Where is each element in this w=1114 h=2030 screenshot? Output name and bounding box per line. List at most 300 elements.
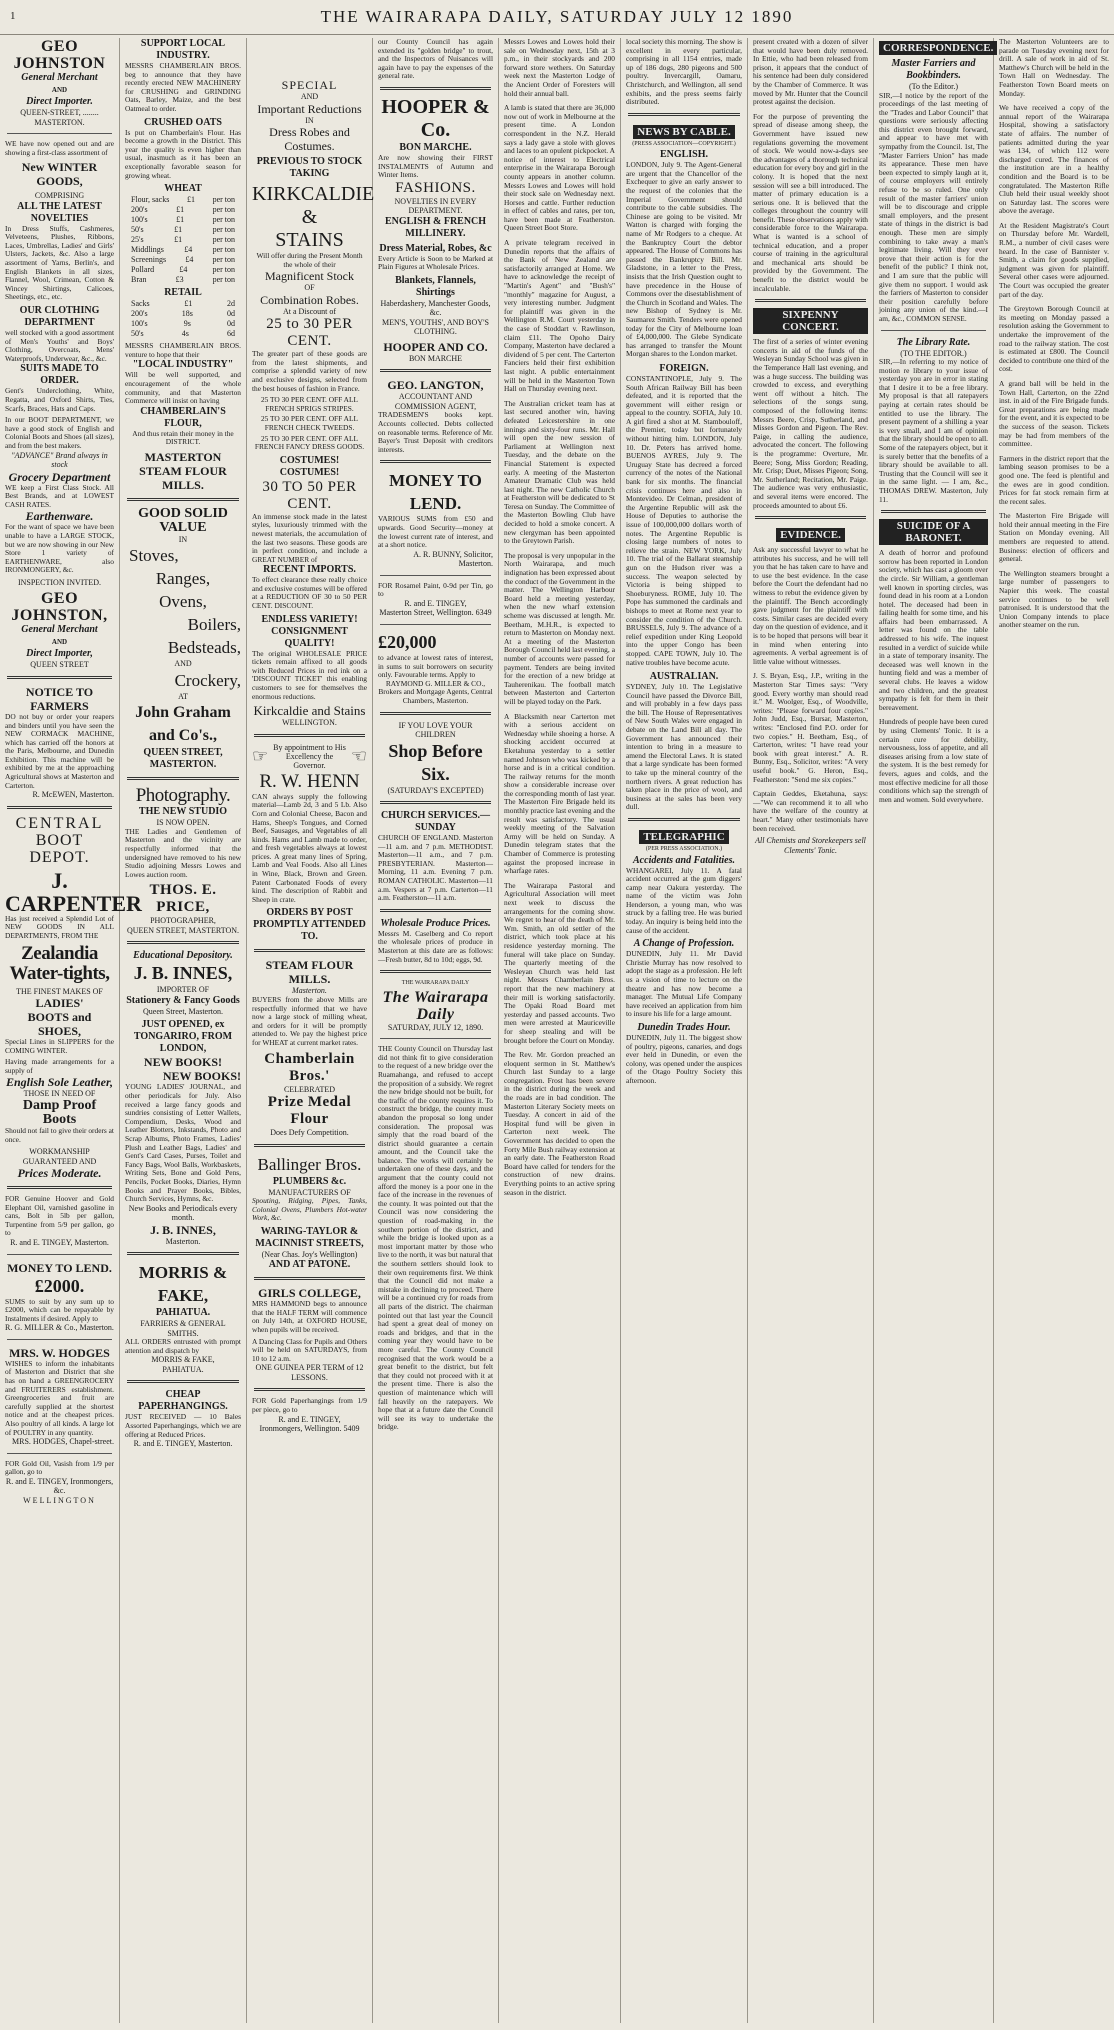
graham-place: MASTERTON. xyxy=(149,759,217,771)
price-name: THOS. E. PRICE, xyxy=(149,882,217,916)
retail-row xyxy=(125,299,241,309)
col9-para-2: At the Resident Magistrate's Court on Thursday before Mr. Wardell, R.M., a number of civil cases were heard. In the case of Bannister v. Smith, a claim for goods supplied, judgment was given for plaintiff. Several other cases were adjourned. The Court was occupied the greater part of the day. xyxy=(999,220,1109,299)
hooper-novelties: NOVELTIES IN EVERY DEPARTMENT. xyxy=(394,196,477,216)
innes-books-text: YOUNG LADIES' JOURNAL, and other periodicals for July. Also received a large fancy goods and sundries consisting of Letter Wallets, Compendium, Desks, Wood and Leather Blotters, Inkstands, Photo and Scrap Albums, Photo Frames, Ladies' Plush and Leather Bags, Ladies' and Gent's Card Cases, Purses, Toilet and Fancy Bags, Wool Balls, Workbaskets, Writing Sets, Bone and Gold Pens, Pencils, Pocket Books, Diaries, Hymn Books and Prayer Books, Bibles, Church Services, Hymns, &c. xyxy=(125,1082,241,1204)
appointment-row xyxy=(252,743,367,770)
chamb-celebrated: CELEBRATED xyxy=(283,1084,336,1094)
col9-para-1: We have received a copy of the annual report of the Wairarapa Hospital, showing a satisfactory state of affairs. The number of patients admitted during the year was 134, of which 112 were discharged cured. The finances of the institution are in a healthy condition and the Board is to be congratulated. The Masterton Rifle Club held their usual weekly shoot on Saturday last. The scores were above the average. xyxy=(999,103,1109,216)
chamb-name: Chamberlain Bros.' xyxy=(264,1050,355,1084)
price-table xyxy=(125,195,241,285)
henn-ad xyxy=(252,743,367,944)
henn-text: CAN always supply the following material—Lamb 2d, 3 and 5 Lb. Also Corn and Colonial Cheese, Bacon and Hams, Sheep's Tongues, and Corned Beef, Sausages, and Vegetables of all kinds. Hams and Lamb made to order, and fresh vegetables always at lowest prices. A great many lines of Spring, Lamb and Veal Foods. Also all Lines in Wine, Black, Brown and Green. Patent Carbonated Foods of every kind. The description of Rabbit and Sheep in crate. xyxy=(252,791,367,904)
innes-newbooks2: NEW BOOKS! xyxy=(162,1069,241,1084)
kirkcaldie-ad xyxy=(252,78,375,728)
pct-label: 30 TO 50 PER CENT. xyxy=(262,478,357,512)
johnston-intro: WE have now opened out and are showing a first-class assortment of xyxy=(5,139,114,157)
morris-place2: PAHIATUA. xyxy=(162,1364,204,1374)
carpenter-text: Has just received a Splendid Lot of NEW GOODS IN ALL DEPARTMENTS, FROM THE xyxy=(5,913,114,940)
farmers-sign: R. McEWEN, Masterton. xyxy=(32,790,114,800)
original-text: The original WHOLESALE PRICE tickets remain affixed to all goods with Reduced Prices in red ink on a 'DISCOUNT TICKET' this enabling customers to see for themselves the enormous reductions. xyxy=(252,648,367,701)
carpenter-ad xyxy=(5,814,142,1181)
editorial-head xyxy=(378,979,493,1032)
evidence-head: EVIDENCE. xyxy=(776,528,845,542)
damp-text: Should not fail to give their orders at once. xyxy=(5,1125,114,1144)
johnston-dress: In Dress Stuffs, Cashmeres, Velveteens, Plushes, Ribbons, Laces, Umbrellas, Ladies' and Girls' Ulsters, Jackets, &c. Also a large assortment of Yarns, Berlin's, and English Blankets in all sizes, Flannel, Wool, Crimean, Cotton & Wincey Shirtings, Calicoes, Sheetings, etc., etc. xyxy=(5,223,114,302)
library-head: The Library Rate. xyxy=(896,336,971,348)
retail-cell: 200's xyxy=(131,309,148,319)
farriers-head: Master Farriers and Bookbinders. xyxy=(891,58,976,81)
retail-row xyxy=(125,329,241,339)
col5-para-6: The Wairarapa Pastoral and Agricultural Association will meet next week to discuss the arrangements for the coming show. We regret to hear of the death of Mr. Wm. Smith, an old settler of the district, which took place at his residence yesterday morning. The funeral will take place on Sunday. The quarterly meeting of the Wesleyan Church was held last night. Messrs Chamberlain Bros. report that the new machinery at their mill is working satisfactorily. The Opaki Road Board met yesterday and passed accounts. Two men were arrested at Mauriceville for sheep stealing and will be brought before the Court on Monday. xyxy=(504,880,615,1045)
johnston-tag6: Direct Importer, xyxy=(26,648,93,660)
telegraphic-sub: (PER PRESS ASSOCIATION.) xyxy=(645,846,723,852)
innes-place2: Masterton. xyxy=(165,1236,201,1246)
prize-label: Prize Medal Flour xyxy=(267,1094,352,1127)
col5-para-5: A Blacksmith near Carterton met with a serious accident on Wednesday while shoeing a horse. A shocking accident occurred at Eketahuna yesterday to a settler named Johnson who was kicked by a horse and is in a critical condition. The railway returns for the month show a considerable increase over the corresponding month of last year. The Masterton Fire Brigade held its monthly practice last evening and the result was satisfactory. The usual weekly meeting of the Salvation Army will be held on Sunday. A Dunedin telegram states that the Chamber of Commerce is protesting against the proposed increase in wharfage rates. xyxy=(504,711,615,876)
concert-head: SIXPENNY CONCERT. xyxy=(753,308,868,334)
english-leather: English Sole Leather, xyxy=(5,1075,114,1090)
steam-mills-ad xyxy=(252,958,367,1137)
price-row xyxy=(125,235,241,245)
hooper-dress-text: Every Article is Soon to be Marked at Plain Figures at Wholesale Prices. xyxy=(378,253,493,272)
money-sign: R. G. MILLER & Co., Masterton. xyxy=(5,1323,114,1333)
rosamel-addr: Masterton Street, Wellington. 6349 xyxy=(379,608,492,618)
central-label: CENTRAL xyxy=(15,814,104,832)
church-title: CHURCH SERVICES.—SUNDAY xyxy=(380,810,491,834)
col9-para-3: The Greytown Borough Council at its meeting on Monday passed a resolution asking the Government to undertake the improvement of the road to the railway station. The cost is estimated at £800. The Council decided to contribute one third of the cost. xyxy=(999,304,1109,374)
henn-orders: ORDERS BY POST PROMPTLY ATTENDED TO. xyxy=(253,907,366,943)
tingey-oil-ad xyxy=(5,1195,114,1247)
graham-street: QUEEN STREET, xyxy=(143,747,223,759)
hooper-millinery: ENGLISH & FRENCH MILLINERY. xyxy=(384,215,487,239)
pointing-hand-icon: ☞ xyxy=(252,745,269,766)
innes-importer: IMPORTER OF xyxy=(156,985,210,995)
column-2 xyxy=(120,38,247,2023)
sat-label: (SATURDAY'S EXCEPTED) xyxy=(387,785,484,795)
retail-cell: 6d xyxy=(227,329,235,339)
combination-label: Combination Robes. xyxy=(260,292,359,307)
johnston-suits: SUITS MADE TO ORDER. xyxy=(20,363,99,387)
column-5 xyxy=(499,38,621,2023)
gold-addr: Ironmongers, Wellington. 5409 xyxy=(259,1424,360,1434)
retail-cell: £1 xyxy=(184,299,193,309)
finest-label: THE FINEST MAKES OF xyxy=(16,986,103,996)
hooper-bon2: BON MARCHE xyxy=(408,353,463,363)
hooper-fashions: FASHIONS. xyxy=(395,179,476,196)
column-6 xyxy=(621,38,748,2023)
price-role: PHOTOGRAPHER, xyxy=(150,916,216,926)
price-row xyxy=(125,245,241,255)
col7-para-1: For the purpose of preventing the spread of disease among sheep, the Government have issued new regulations governing the movement of stock. We would now-a-days see the advantages of a thorough technical education for every boy and girl in the colony. It is hoped that the next session will see a bill introduced. The matter of primary education is a serious one. It is believed that the colleges throughout the country will benefit. These observations apply with considerable force to the Wairarapa. What is wanted is a school of technical education, and a proper course of training in the agricultural and mechanical arts should be provided by the Government. The benefit to the district would be incalculable. xyxy=(753,111,868,293)
dunedin-text: DUNEDIN, July 11. The biggest show of poultry, pigeons, canaries, and dogs ever held in Dunedin, or even the colony, was opened under the auspices of the Otago Poultry Society this afternoon. xyxy=(626,1033,742,1085)
johnston-inspect: INSPECTION INVITED. xyxy=(17,577,102,587)
innes-stationery: Stationery & Fancy Goods xyxy=(126,994,240,1006)
column-4 xyxy=(373,38,499,2023)
retail-table xyxy=(125,299,241,339)
graham-boilers: Boilers, xyxy=(187,615,241,635)
church-services xyxy=(378,810,493,903)
prize-text: Does Defy Competition. xyxy=(270,1128,349,1137)
price-cell: £1 xyxy=(176,205,185,215)
edu-title: Educational Depository. xyxy=(133,950,233,962)
discount-label: 25 to 30 PER CENT. xyxy=(266,316,353,350)
price-cell: £4 xyxy=(179,265,188,275)
price-cell: per ton xyxy=(212,225,235,235)
dunedin-head: Dunedin Trades Hour. xyxy=(637,1022,731,1033)
innes-ad xyxy=(125,950,241,1246)
tingey-oil-sign: R. and E. TINGEY, Masterton. xyxy=(10,1238,109,1248)
price-photo-ad xyxy=(125,786,241,935)
johnston-tag3: Direct Importer. xyxy=(26,96,93,107)
ballinger-pat: AND AT PATONE. xyxy=(268,1259,351,1271)
price-cell: per ton xyxy=(212,235,235,245)
hooper-name2: HOOPER AND CO. xyxy=(383,339,488,354)
chamberlain-ad xyxy=(125,38,241,492)
captain-text: Captain Geddes, Eketahuna, says:—"We can recommend it to all who have the welfare of the country at heart." Many other testimonials have been received. xyxy=(753,789,868,833)
studio-label: THE NEW STUDIO xyxy=(138,806,228,818)
col5-para-1: A lamb is stated that there are 36,000 now out of work in Melbourne at the present time. A London correspondent in the N.Z. Herald says a lady gave a stole with gloves and laces to an opulent pickpocket. A notice of interest to Electrical enterprise in the Wairarapa Borough county appears in another column. Messrs Lowes and Lowes will hold their stock sale on Wednesday next. Horses and cattle. Further reduction in effect of cables and rates, per ton, have been made at Featherston. Queen Street Boot Store. xyxy=(504,103,615,233)
hooper-name: HOOPER & Co. xyxy=(381,95,490,141)
hooper-ad xyxy=(378,96,493,363)
innes-name: J. B. INNES, xyxy=(133,963,233,984)
graham-in: IN xyxy=(178,534,188,544)
tonic-text: Hundreds of people have been cured by using Clements' Tonic. It is a certain cure for debility, nervousness, loss of appetite, and all diseases arising from a low state of the system. It is the best remedy for fevers, agues and colds, and the most effective medicine for all those conditions which sap the strength of men and women. Sold everywhere. xyxy=(879,717,988,804)
suicide-head: SUICIDE OF A BARONET. xyxy=(879,519,988,545)
johnston-novel: ALL THE LATEST NOVELTIES xyxy=(17,200,102,224)
price-cell: Middlings xyxy=(131,245,164,255)
col9-para-5: Farmers in the district report that the lambing season promises to be a good one. The feed is plentiful and the ewes are in good condition. Prices for fat stock remain firm at the recent sales. xyxy=(999,453,1109,506)
retail-cell: Sacks xyxy=(131,299,150,309)
col6-top-text: local society this morning. The show is excellent in every particular, comprising in all 1154 entries, made up of 186 dogs, 280 pigeons and 500 poultry. Invercargill, Oamaru, Christchurch, and Wellington, all send exhibits, and the press seems fairly distributed. xyxy=(626,37,742,107)
money-text: SUMS to suit by any sum up to £2000, which can be repayable by Instalments if desired. Apply to xyxy=(5,1296,114,1323)
farmers-notice xyxy=(5,685,114,800)
ks-name2: Kirkcaldie and Stains xyxy=(253,703,366,719)
graham-name: John Graham and Co's., xyxy=(135,704,231,745)
graham-and: AND xyxy=(174,659,192,669)
discount-line3: 25 TO 30 PER CENT. OFF ALL FRENCH FANCY DRESS GOODS. xyxy=(254,433,365,452)
price-cell: £1 xyxy=(176,215,185,225)
magnificent-of: OF xyxy=(304,283,315,293)
appointment-text: By appointment to His Excellency the Governor. xyxy=(273,742,346,770)
farmers-text: DO not buy or order your reapers and binders until you have seen the NEW CORMACK MACHINE, which has carried off the honors at the Paris, Melbourne, and Dunedin Exhibition. This machine will be exhibited by me at the approaching Agricultural shows at Masterton and Carterton. xyxy=(5,711,114,790)
morris-place: PAHIATUA. xyxy=(155,1307,211,1319)
tingey-gold-ad xyxy=(252,1397,367,1433)
price-cell: £1 xyxy=(174,235,183,245)
price-row xyxy=(125,275,241,285)
retail-cell: 0d xyxy=(227,309,235,319)
johnston-ad xyxy=(5,38,114,670)
leader-text: THE County Council on Thursday last did not think fit to give consideration to the request of a new bridge over the Ruamahanga, and refused to accept the proposition of a subsidy. We regret the new bridge should not be built, for the traffic of the county requires it. To construct the bridge, the county must abandon the proposal so long under consideration. The proposal was simply that the road board of the district should guarantee a certain amount, and the Council take the balance. The works will certainly be undertaken one of these days, and the argument that the county could not afford the money is a poor one in the face of the increase in the revenues of the county. It was pointed out that the Council was now considering the question of road-making in the southern portion of the district, and while the bridge is looked upon as a most important matter by those who live to the north, it was but natural that the southern settlers should look to their own requirements first. We think that the Council did not make a mistake in declining to proceed. There will be a continued cry for roads from all parts of the district. The chairman pointed out that last year the Council had spent a great deal of money on roads and bridges, and that in the coming year they would have to be more careful. The County Council recognised that the work would be a great benefit to the district, but felt that they could not proceed with it at the present time. There is also the question of maintenance which will fall heavily on the ratepayers. We hope that at a future date the Council will see its way to undertake the bridge. xyxy=(378,1044,493,1432)
retail-head: RETAIL xyxy=(164,287,202,299)
ballinger-manu: MANUFACTURERS OF xyxy=(268,1187,351,1197)
special-and: AND xyxy=(300,92,319,101)
innes-just: JUST OPENED, ex TONGARIRO, FROM LONDON, xyxy=(133,1019,233,1055)
money-amount: £2000. xyxy=(34,1275,85,1296)
column-7 xyxy=(748,38,874,2023)
bunny-money-sign: A. R. BUNNY, Solicitor, Masterton. xyxy=(413,549,493,569)
sold-text: All Chemists and Storekeepers sell Clements' Tonic. xyxy=(755,836,866,855)
those-label: THOSE IN NEED OF xyxy=(23,1089,96,1099)
farriers-letter: SIR,—I notice by the report of the proceedings of the last meeting of the "Trades and Labor Council" that questions were seriously affecting this district even brought forward, and appear to have met with sympathy from the Council. 1st, The "Master Farriers Union" has made its appearance. These men have been expected to simply laugh at it, of course employers will entirely refuse to be so ruled. One only result of the master farriers' union will be to discourage and cripple small employers, and the present state of things in the district is bad enough. These men are simply combining to take away a man's legitimate living. Will they ever prove that their action is for the benefit of the public? I think not, and I am sure that the public will give them no support. I would ask the farriers of Masterton to consider their position carefully before joining any union of the kind.—I am, &c., COMMON SENSE. xyxy=(879,90,988,323)
johnston-tag5: AND xyxy=(51,638,68,647)
retail-cell: 18s xyxy=(181,309,193,319)
immense-text: An immense stock made in the latest styles, luxuriously trimmed with the newest materials, the accumulation of the last two seasons. These goods are in perfect condition, and include a GREAT NUMBER of xyxy=(252,511,367,564)
wholesale-text: Messrs M. Caselberg and Co report the wholesale prices of produce in Masterton at this date are as follows:—Fresh butter, 8d to 10d; eggs, 9d. xyxy=(378,928,493,964)
johnston-brand: "ADVANCE" Brand always in stock xyxy=(11,450,108,470)
graham-ranges: Ranges, xyxy=(155,569,211,589)
price-cell: £3 xyxy=(175,275,184,285)
johnston-goods: New WINTER GOODS, xyxy=(21,160,98,189)
col9-para-6: The Masterton Fire Brigade will hold their annual meeting in the Fire Station on Monday evening. All members are requested to attend. Business: election of officers and general. xyxy=(999,511,1109,564)
hodges-ad xyxy=(5,1346,114,1447)
cable-copyright: (PRESS ASSOCIATION—COPYRIGHT.) xyxy=(632,140,736,147)
column-8 xyxy=(874,38,994,2023)
zealandia-label: Zealandia Water-tights, xyxy=(9,942,110,984)
johnston-tag1: General Merchant xyxy=(21,72,98,83)
studio-text: THE Ladies and Gentlemen of Masterton and the vicinity are respectfully informed that the undersigned have removed to his new Studio adjoining Messrs Lowes and Lowes auction room. xyxy=(125,826,241,879)
col5-para-2: A private telegram received in Dunedin reports that the affairs of the Bank of New Zealand are satisfactorily arranged at Home. We have to acknowledge the receipt of "Martin's Agent" and "Bush's" "monthly" magazine for August, a very interesting number. Judgment for plaintiff was given in the Wellington R.M. Court yesterday in the case of Stoddart v. Rawlinson, claim £11. The Opoho Dairy Company, Masterton have declared a dividend of 5 per cent. The Carterton Fanciers held their first exhibition last night. A public entertainment will be held in the Masterton Town Hall on Thursday evening next. xyxy=(504,238,615,394)
price-row xyxy=(125,195,241,205)
col7-top-text: present created with a dozen of silver that would have been duly removed. In Ettie, who had been released from prison, it appears that the conduct of his sentence had been duly considered by the Chamber of Commerce. It was moved by Mr. Hunter that the Council protest against the decision. xyxy=(753,37,868,107)
langton-role: ACCOUNTANT AND COMMISSION AGENT, xyxy=(394,392,477,411)
prices-label: Prices Moderate. xyxy=(17,1166,102,1181)
johnston-grocery: Grocery Department xyxy=(8,469,111,484)
morris-text: ALL ORDERS entrusted with prompt attention and dispatch by xyxy=(125,1337,241,1355)
price-cell: 200's xyxy=(131,205,148,215)
cable-foreign: FOREIGN. xyxy=(659,362,709,374)
tingey-oil-text: FOR Genuine Hoover and Gold Elephant Oil, varnished gasoline in cans, Bolt in 5lb per gallon, Turpentine from 5/9 per gallon, go to xyxy=(5,1194,114,1238)
loan-amount: £20,000 xyxy=(378,631,437,652)
column-3 xyxy=(247,38,373,2023)
rosamel-sign: R. and E. TINGEY, xyxy=(404,598,467,608)
bunny-money-ad xyxy=(378,469,493,568)
shop-label: Shop Before Six. xyxy=(388,740,483,784)
photo-title: Photography. xyxy=(135,785,231,807)
johnston-comprising: COMPRISING xyxy=(34,191,85,201)
money-ad xyxy=(5,1261,114,1333)
evidence-text: Ask any successful lawyer to what he attributes his success, and he will tell you that he has taken care to have and to use the best evidence. In the case before the Court the defendant had no witness to rebut the evidence given by the plaintiff. The Bench accordingly gave judgment for the plaintiff with costs. Similar cases are decided every day on the question of evidence, and it is to be hoped that persons will bear it in mind when entering into agreements. A verbal agreement is of little value without witnesses. xyxy=(753,545,868,666)
col5-para-0: Messrs Lowes and Lowes hold their sale on Wednesday next, 15th at 3 p.m., in their stockyards and 200 forward store wethers. On Saturday week next the Masterton Lodge of the Ancient Order of Foresters will hold their annual ball. xyxy=(504,37,615,98)
retail-cell: 0d xyxy=(227,319,235,329)
col5-para-4: The proposal is very unpopular in the North Wairarapa, and much indignation has been expressed about the conduct of the Government in the matter. The Wellington Harbour Board held a meeting yesterday, when the new wharf extension scheme was discussed at length. Mr. Beetham, M.H.R., is expected to return to Masterton on Monday next. At a meeting of the Masterton Borough Council held last evening, a number of accounts were passed for payment. Tenders are being invited for the erection of a new bridge at Tauherenikau. The football match between Masterton and Carterton will be played today on the Park. xyxy=(504,550,615,706)
gold-oil-sign: R. and E. TINGEY, Ironmongers, &c. xyxy=(5,1476,114,1496)
editorial-kicker: THE WAIRARAPA DAILY xyxy=(401,980,470,987)
steam-place: Masterton. xyxy=(292,986,327,996)
boots-shoes-label: BOOTS and SHOES, xyxy=(27,1010,92,1039)
steam-title: STEAM FLOUR MILLS. xyxy=(265,958,354,987)
morris-name2: MORRIS & FAKE, xyxy=(151,1355,215,1365)
costumes-label: COSTUMES! COSTUMES! xyxy=(279,454,340,478)
editorial-date: SATURDAY, JULY 12, 1890. xyxy=(387,1022,484,1032)
cable-english: ENGLISH. xyxy=(659,149,709,161)
price-row xyxy=(125,205,241,215)
price-cell: per ton xyxy=(212,275,235,285)
girls-title: GIRLS COLLEGE, xyxy=(258,1286,361,1301)
hooper-show: Are now showing their FIRST INSTALMENTS of Autumn and Winter Items. xyxy=(378,152,493,180)
hooper-dress: Dress Material, Robes, &c xyxy=(379,242,492,254)
chamberlain-text2: MESSRS CHAMBERLAIN BROS. venture to hope that their xyxy=(125,341,241,359)
retain-text: And thus retain their money in the DISTRICT. xyxy=(132,428,234,447)
discount-line2: 25 TO 30 PER CENT. OFF ALL FRENCH CHECK TWEEDS. xyxy=(260,414,359,432)
local-industry: "LOCAL INDUSTRY" xyxy=(132,359,234,371)
johnston-clothing: well stocked with a good assortment of Men's Youths' and Boys' Clothing, Overcoats, Mens' Waterproofs, Underwear, &c., &c. xyxy=(5,328,114,363)
clearance-text: To effect clearance these really choice and exclusive costumes will be offered at a REDUCTION OF 30 to 50 PER CENT. DISCOUNT. xyxy=(252,575,367,611)
price-cell: per ton xyxy=(212,195,235,205)
magnificent-label: Magnificent Stock xyxy=(265,269,354,284)
langton-name: GEO. LANGTON, xyxy=(387,378,484,393)
johnston-earthen: Earthenware. xyxy=(25,509,94,524)
price-cell: per ton xyxy=(212,265,235,275)
kirkcaldie-amp: & xyxy=(301,206,318,228)
local-text: Will be well supported, and encouragement of the whole community, and that Masterton Commerce will insist on having xyxy=(125,370,241,406)
langton-ad xyxy=(378,378,493,454)
concert-text: The first of a series of winter evening concerts in aid of the funds of the Wesleyan Sunday School was given in the Temperance Hall last evening, and was a huge success. The building was crowded to excess, and everything went off without a hitch. The selections of the songs sung, composed of the following items: Messrs Beere, Crisp, Sutherland, and Misses Gordon and Pigeon. The Rev. Paige, in calling the audience, advocated the concert. The following is the programme: Overture, Mr. Beere; Song, Miss Gordon; Reading, Mr. Crisp; Duet, Misses Pigeon; Song, Mr. Sutherland; Recitation, Mr. Paige. The audience was very enthusiastic, and several items were encored. The proceeds amounted to about £6. xyxy=(753,337,868,510)
discount-line1: 25 TO 30 PER CENT. OFF ALL FRENCH SPRIGS STRIPES. xyxy=(260,395,359,413)
accidents-text: WHANGAREI, July 11. A fatal accident occurred at the gum diggers' camp near Oakura yesterday. The name of the victim was John Henderson, a young man, who was struck by a falling tree. He was buried today. An inquiry is being held into the cause of the accident. xyxy=(626,865,742,935)
hooper-haber: Haberdashery, Manchester Goods, &c. xyxy=(380,298,491,318)
kirkcaldie-name: KIRKCALDIE xyxy=(252,183,375,205)
graham-ad xyxy=(125,507,241,772)
ballinger-opp: (Near Chas. Joy's Wellington) xyxy=(261,1249,358,1259)
offer-text: Will offer during the Present Month the whole of their xyxy=(256,251,363,269)
chamberlain-flour: CHAMBERLAIN'S FLOUR, xyxy=(140,405,226,429)
price-cell: Flour, sacks xyxy=(131,195,170,205)
price-cell: 25's xyxy=(131,235,144,245)
innes-note: New Books and Periodicals every month. xyxy=(128,1203,238,1223)
work-label: WORKMANSHIP GUARANTEED AND xyxy=(22,1147,97,1166)
price-row xyxy=(125,265,241,275)
loan-text: to advance at lowest rates of interest, in sums to suit borrowers on security only. Favourable terms. Apply to xyxy=(378,652,493,680)
testimonials-text: J. S. Bryan, Esq., J.P., writing in the Masterton Star Times says: "Very good. Every worthy man should read it." M. Woolger, Esq., of Woodville, writes: "Please forward four copies." John Judd, Esq., Bursar, Masterton, writes: "Enclosed find P.O. order for two copies." H. Beetham, Esq., of Carterton, writes: "I have read your book with great interest." A. R. Bunny, Esq., Solicitor, writes: "A very useful book." G. Heron, Esq., Featherston: "Send me six copies." xyxy=(753,671,868,784)
good-solid: GOOD SOLID VALUE xyxy=(138,505,228,535)
col9-para-4: A grand ball will be held in the Town Hall, Carterton, on the 22nd inst. in aid of the Fire Brigade funds. Great preparations are being made for the event, and it is expected to be the success of the season. Tickets may be had from members of the committee. xyxy=(999,378,1109,449)
price-addr: QUEEN STREET, MASTERTON. xyxy=(126,925,240,935)
crushed-title: CRUSHED OATS xyxy=(144,116,222,128)
innes-name2: J. B. INNES, xyxy=(150,1222,216,1237)
bunny-money-text: VARIOUS SUMS from £50 and upwards. Good Security—money at the lowest current rate of interest, and at a short notice. xyxy=(378,514,493,550)
price-cell: £1 xyxy=(186,195,195,205)
graham-at: AT xyxy=(178,691,188,701)
price-cell: Bran xyxy=(131,275,147,285)
price-cell: £4 xyxy=(185,255,194,265)
foreign-text: CONSTANTINOPLE, July 9. The South African Railway Bill has been defeated, and it is reported that the government will either resign or appeal to the country. SOFIA, July 10. A girl fired a shot at M. Stambouloff, the Premier, today but fortunately without hitting him. LONDON, July 10. Dr. Peters has arrived home. BUENOS AYRES, July 9. The Uruguay State has decreed a forced currency of the notes of the National bank for six months. The financial crisis continues here and also in Montevideo. Dr Celman, president of the Argentine Republic will ask the House of Deputies to authorise the issue of 100,000,000 dollars worth of notes. The Argentine Republic is closing large numbers of notes to relieve the strain. NEW YORK, July 10. The trial of the Ballarat steamship gun on the Hudson river was a success. The weapon selected by Victoria is being shipped to Shoeburyness. ROME, July 10. The Pope has summoned the cardinals and bishops to meet at Rome next year to consider the condition of the Church. BRUSSELS, July 9. The advance of a relief expedition under King Leopold into the upper Congo has been stopped. CAPE TOWN, July 10. The native troubles have become acute. xyxy=(626,373,742,667)
carpenter-name: J. CARPENTER xyxy=(5,867,142,916)
hooper-bon: BON MARCHE. xyxy=(399,141,472,153)
johnston-street2: QUEEN STREET xyxy=(30,660,89,670)
ballinger-trade: PLUMBERS &c. xyxy=(272,1175,347,1187)
paper-title: CHEAP PAPERHANGINGS. xyxy=(138,1389,228,1413)
endless-label: ENDLESS VARIETY! CONSIGNMENT QUALITY! xyxy=(261,613,358,649)
johnston-name: GEO JOHNSTON xyxy=(13,38,106,72)
johnston-tag4: General Merchant xyxy=(21,624,98,636)
steam-text: BUYERS from the above Mills are respectfully informed that we have now a large stock of milling wheat, and orders for it will be promptly attended to. We pay the highest price for WHEAT at current market rates. xyxy=(252,994,367,1047)
loan-sign: RAYMOND G. MILLER & CO., Brokers and Mortgage Agents, Central Chambers, Masterton. xyxy=(378,678,493,705)
hodges-text: WISHES to inform the inhabitants of Masterton and District that she has on hand a GREENGROCERY and FRUITERERS establishment. Greengroceries and fruit are carefully supplied at the shortest notice and at the cheapest prices. Also poultry of all kinds. A large lot of POULTRY in any quantity. xyxy=(5,1358,114,1437)
girls-text: MRS HAMMOND begs to announce that the HALF TERM will commence on July 14th, at OXFORD HOUSE, when pupils will be received. xyxy=(252,1299,367,1335)
graham-crockery: Crockery, xyxy=(174,670,241,690)
suicide-text: A death of horror and profound sorrow has been reported in London society, which has cast a gloom over the circle. Sir William, a gentleman well known in sporting circles, was found dead in his room at a London hotel. The deceased had been in failing health for some time, and his affairs had been embarrassed. A letter was found on the table addressed to his wife. The inquest resulted in a verdict of suicide while in a state of temporary insanity. The deceased was well known in the hunting field and was a member of several clubs. He leaves a widow and two children, and the greatest sympathy is felt for them in their bereavement. xyxy=(879,548,988,712)
retail-row xyxy=(125,309,241,319)
column-9 xyxy=(994,38,1114,2023)
hodges-title: MRS. W. HODGES xyxy=(9,1345,110,1360)
page-number: 1 xyxy=(10,10,16,22)
morris-name: MORRIS & FAKE, xyxy=(138,1263,228,1306)
greater-text: The greater part of these goods are from the latest shipments, and comprise a splendid variety of new and exclusive designs, selected from the best houses of fashion in France. xyxy=(252,349,367,393)
price-cell: per ton xyxy=(212,255,235,265)
studio-open: IS NOW OPEN. xyxy=(156,818,210,828)
news-by-cable: NEWS BY CABLE. xyxy=(633,125,734,139)
price-cell: per ton xyxy=(212,215,235,225)
ballinger-ad xyxy=(252,1153,367,1272)
masthead xyxy=(0,0,1114,35)
price-cell: per ton xyxy=(212,245,235,255)
accidents-head: Accidents and Fatalities. xyxy=(633,854,735,866)
wholesale-prices xyxy=(378,918,493,964)
innes-addr: Queen Street, Masterton. xyxy=(143,1006,223,1016)
leather-text: Having made arrangements for a supply of xyxy=(5,1057,114,1075)
previous-label: PREVIOUS TO STOCK TAKING xyxy=(256,156,363,179)
johnston-tag2: AND xyxy=(51,86,68,94)
price-cell: Pollard xyxy=(131,265,155,275)
price-cell: Screenings xyxy=(131,255,167,265)
innes-newbooks: NEW BOOKS! xyxy=(143,1055,223,1070)
important-label: Important Reductions xyxy=(257,101,362,116)
hodges-sign: MRS. HODGES, Chapel-street. xyxy=(12,1437,114,1447)
col9-para-7: The Wellington steamers brought a large number of passengers to Napier this week. The coastal service continues to be well patronised. It is understood that the Union Company intends to place another steamer on the run. xyxy=(999,568,1109,630)
ladies-label: LADIES' xyxy=(35,996,84,1011)
discount-intro: At a Discount of xyxy=(282,306,337,316)
gold-text: FOR Gold Paperhangings from 1/9 per piece, go to xyxy=(252,1396,367,1415)
cable-text: LONDON, July 9. The Agent-General are urgent that the Chancellor of the Exchequer to give an early answer to the request of the colonies that the Imperial Government should contribute to the cable subsidies. The Chinese are going to be visited. Mr Watton is charged with forging the name of Mr Rodgers to a cheque. At the Bankruptcy Court the debtor appeared. The House of Commons has passed the Bankruptcy Bill. Mr. Gladstone, in a letter to the Press, insists that the Irish Question ought to have precedence in the House of Commons over the disestablishment of the Church in Scotland and Wales. The new Bishop of Sydney is Mr. Saumarez Smith. Tenders were opened today for the City of Melbourne loan of £4,000,000. The Glebe Syndicate has arranged to transfer the Mount Morgan shares to the London market. xyxy=(626,160,742,359)
graham-ovens: Ovens, xyxy=(159,592,207,612)
library-letter: SIR,—In referring to my notice of motion re library to your issue of yesterday you are in error in stating that I desire it to be a free library. My proposal is that all ratepayers paying at certain rates should be entitled to use the library. The present payment of a shilling a year is very small, and I am of opinion that the library should be open to all. Some of the ratepayers object, but it is surely better that the benefits of a library should be available to all. Trusting that the Council will see it in the same light. — I am, &c., THOMAS DREW. Masterton, July 11. xyxy=(879,357,988,504)
hooper-blankets: Blankets, Flannels, Shirtings xyxy=(395,274,476,298)
pointing-hand-icon-right: ☜ xyxy=(350,745,367,766)
farmers-title: NOTICE TO FARMERS xyxy=(25,684,94,713)
retail-cell: 2d xyxy=(226,299,235,309)
johnston-boot: In our BOOT DEPARTMENT, we have a good stock of English and Colonial Boots and Shoes (all sizes), and from the best makers. xyxy=(5,415,114,450)
slippers-text: Special Lines in SLIPPERS for the COMING WINTER. xyxy=(5,1037,114,1055)
shop-before-six xyxy=(378,721,493,796)
boot-depot-label: BOOT DEPOT. xyxy=(29,831,90,866)
johnston-grocery-text: WE keep a First Class Stock. All Best Brands, and at LOWEST CASH RATES. xyxy=(5,482,114,509)
retail-cell: 4s xyxy=(181,329,189,339)
dancing-text: A Dancing Class for Pupils and Others will be held on SATURDAYS, from 10 to 12 a.m. xyxy=(252,1336,367,1363)
price-cell: 100's xyxy=(131,215,148,225)
guinea-text: ONE GUINEA PER TERM of 12 LESSONS. xyxy=(255,1363,364,1382)
johnston-gents: Gent's Underclothing, White, Regatta, and Oxford Shirts, Ties, Scarfs, Braces, Hats and Caps. xyxy=(5,386,114,413)
johnston-name2: GEO JOHNSTON, xyxy=(11,590,108,625)
retail-cell: 9s xyxy=(183,319,191,329)
library-editor: (TO THE EDITOR.) xyxy=(900,348,967,358)
gold-sign: R. and E. TINGEY, xyxy=(278,1414,341,1424)
telegraphic-head: TELEGRAPHIC xyxy=(639,830,728,844)
paperhangings-ad xyxy=(125,1389,241,1448)
henn-name: R. W. HENN xyxy=(259,770,360,792)
to-editor: (To the Editor.) xyxy=(909,82,958,91)
johnston-earthen-text: For the want of space we have been unable to have a LARGE STOCK, but we are now showing in our New Store 1 variety of EARTHENWARE, also IRONMONGERY, &c. xyxy=(5,522,114,575)
rosamel-ad xyxy=(378,582,493,618)
dress-label: Dress Robes and Costumes. xyxy=(269,125,350,153)
tingey-gold-oil xyxy=(5,1460,114,1506)
crushed-text: Is put on Chamberlain's Flour. Has become a growth in the District. This year the quality is even higher than usual, inasmuch as it has been an exceptionally favorable season for growing wheat. xyxy=(125,127,241,180)
australian-text: SYDNEY, July 10. The Legislative Council have passed the Divorce Bill, and will probably in a few days pass the bill. The House of Representatives of New South Wales were engaged in debate on the Land Bill all day. The Government has announced their intention to bring in a measure to amend the Electoral Laws. It is stated that a large syndicate has been formed to take up the mineral country of the northern rivers. A great reduction has taken place in the price of wool, and business at the sales has been very dull. xyxy=(626,682,742,812)
money-title: MONEY TO LEND. xyxy=(7,1260,112,1275)
wholesale-title: Wholesale Produce Prices. xyxy=(380,917,491,929)
col5-para-7: The Rev. Mr. Gordon preached an eloquent sermon in St. Matthew's Church last Sunday to a large congregation. Frost has been severe in the district during the week and the roads are in bad condition. The Masterton Literary Society meets on Tuesday. A concert in aid of the Hospital fund will be given in Carterton next week. The Government has decided to open the Forty Mile Bush railway extension at an early date. The Featherston Road Board have called for tenders for the construction of new drains. Everything points to an active spring season in the district. xyxy=(504,1050,615,1197)
correspondence-head: CORRESPONDENCE. xyxy=(879,41,997,55)
graham-bedsteads: Bedsteads, xyxy=(167,638,241,658)
